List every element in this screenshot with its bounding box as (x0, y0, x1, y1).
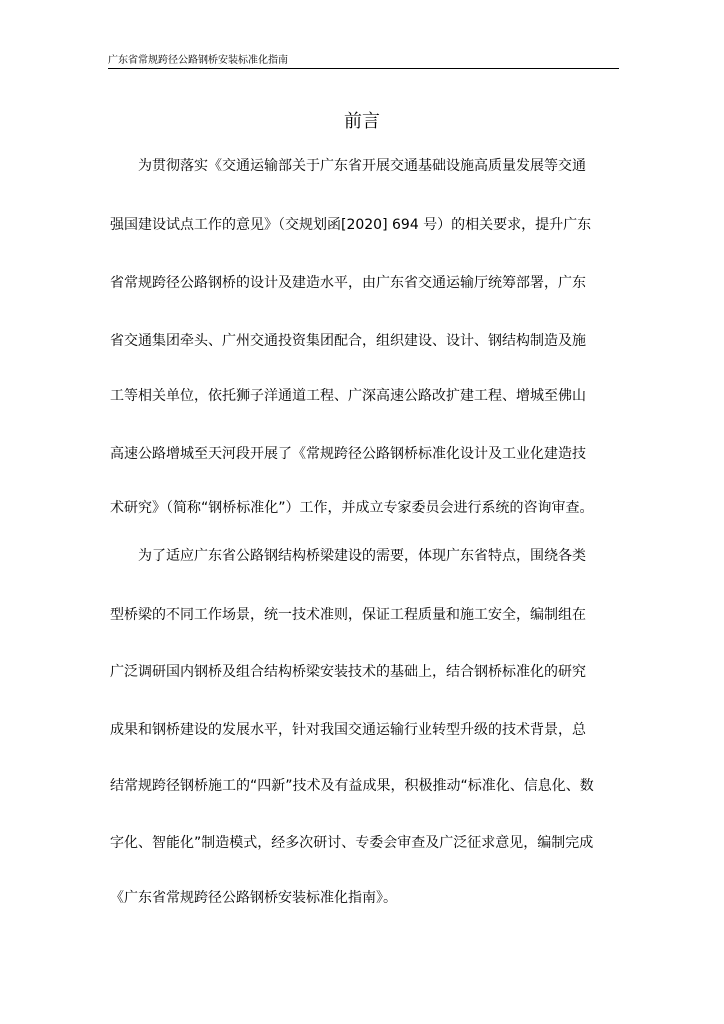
paragraph-1-line-6: 高速公路增城至天河段开展了《常规跨径公路钢桥标准化设计及工业化建造技 (110, 446, 586, 462)
paragraph-2-line-3: 广泛调研国内钢桥及组合结构桥梁安装技术的基础上，结合钢桥标准化的研究 (110, 664, 586, 680)
paragraph-2-line-4: 成果和钢桥建设的发展水平，针对我国交通运输行业转型升级的技术背景，总 (110, 722, 586, 738)
running-header: 广东省常规跨径公路钢桥安装标准化指南 (108, 55, 288, 66)
paragraph-1-line-1: 为贯彻落实《交通运输部关于广东省开展交通基础设施高质量发展等交通 (138, 158, 586, 174)
paragraph-1-line-5: 工等相关单位，依托狮子洋通道工程、广深高速公路改扩建工程、增城至佛山 (110, 388, 586, 404)
paragraph-1-line-4: 省交通集团牵头、广州交通投资集团配合，组织建设、设计、钢结构制造及施 (110, 333, 586, 349)
paragraph-2-line-6: 字化、智能化”制造模式，经多次研讨、专委会审查及广泛征求意见，编制完成 (110, 835, 594, 851)
paragraph-1-line-7: 术研究》（简称“钢桥标准化”）工作，并成立专家委员会进行系统的咨询审查。 (110, 500, 594, 516)
paragraph-2-line-1: 为了适应广东省公路钢结构桥梁建设的需要，体现广东省特点，围绕各类 (138, 548, 586, 564)
paragraph-1-line-3: 省常规跨径公路钢桥的设计及建造水平，由广东省交通运输厅统筹部署，广东 (110, 275, 586, 291)
header-rule (108, 68, 619, 69)
paragraph-1-line-2: 强国建设试点工作的意见》（交规划函[2020] 694 号）的相关要求，提升广东 (110, 217, 592, 233)
section-title: 前言 (344, 111, 380, 132)
paragraph-2-line-7: 《广东省常规跨径公路钢桥安装标准化指南》。 (110, 890, 397, 906)
paragraph-2-line-2: 型桥梁的不同工作场景，统一技术准则，保证工程质量和施工安全，编制组在 (110, 607, 586, 623)
paragraph-2-line-5: 结常规跨径钢桥施工的“四新”技术及有益成果，积极推动“标准化、信息化、数 (110, 778, 594, 794)
